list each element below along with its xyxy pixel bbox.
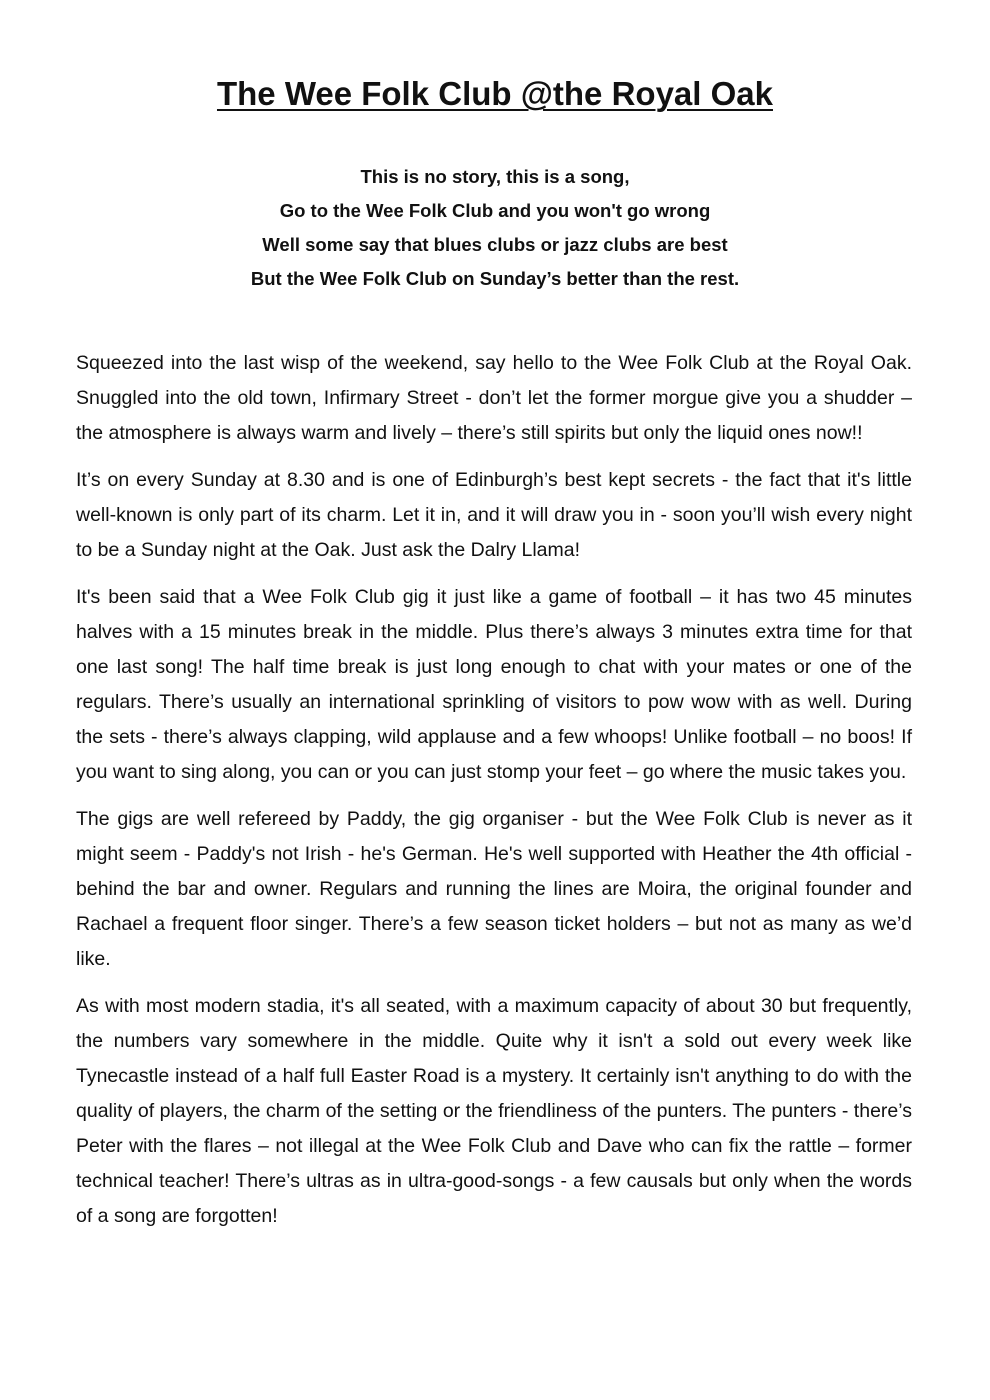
paragraph-organisers: The gigs are well refereed by Paddy, the gig organiser - but the Wee Folk Club is never as it might seem - Paddy's not Irish - he's German. He's well supported with Heather the 4th official - behind the bar and owner. Regulars and running the lines are Moira, the original founder and Rachael a frequent floor singer. There’s a few season ticket holders – but not as many as we’d like.	[76, 808, 912, 970]
paragraph-football: It's been said that a Wee Folk Club gig it just like a game of football – it has two 45 minutes halves with a 15 minutes break in the middle. Plus there’s always 3 minutes extra time for that one last song! The half time break is just long enough to chat with your mates or one of the regulars. There’s usually an international sprinkling of visitors to pow wow with as well. During the sets - there’s always clapping, wild applause and a few whoops! Unlike football – no boos! If you want to sing along, you can or you can just stomp your feet – go where the music takes you.	[76, 586, 912, 783]
paragraph-schedule: It’s on every Sunday at 8.30 and is one of Edinburgh’s best kept secrets - the fact that it's little well-known is only part of its charm. Let it in, and it will draw you in - soon you’ll wish every night to be a Sunday night at the Oak. Just ask the Dalry Llama!	[76, 469, 912, 561]
verse-block	[0, 160, 990, 296]
verse-line: Go to the Wee Folk Club and you won't go wrong	[279, 200, 711, 221]
body-text	[76, 346, 912, 1246]
document-title: The Wee Folk Club @the Royal Oak	[216, 75, 773, 112]
verse-line: But the Wee Folk Club on Sunday’s better than the rest.	[250, 268, 740, 289]
paragraph-venue: As with most modern stadia, it's all seated, with a maximum capacity of about 30 but frequently, the numbers vary somewhere in the middle. Quite why it isn't a sold out every week like Tynecastle instead of a half full Easter Road is a mystery. It certainly isn't anything to do with the quality of players, the charm of the setting or the friendliness of the punters. The punters - there’s Peter with the flares – not illegal at the Wee Folk Club and Dave who can fix the rattle – former technical teacher! There’s ultras as in ultra-good-songs - a few causals but only when the words of a song are forgotten!	[76, 995, 912, 1227]
verse-line: Well some say that blues clubs or jazz clubs are best	[262, 234, 728, 255]
verse-line: This is no story, this is a song,	[360, 166, 630, 187]
paragraph-intro: Squeezed into the last wisp of the weekend, say hello to the Wee Folk Club at the Royal Oak. Snuggled into the old town, Infirmary Street - don’t let the former morgue give you a shudder – the atmosphere is always warm and lively – there’s still spirits but only the liquid ones now!!	[76, 352, 912, 444]
